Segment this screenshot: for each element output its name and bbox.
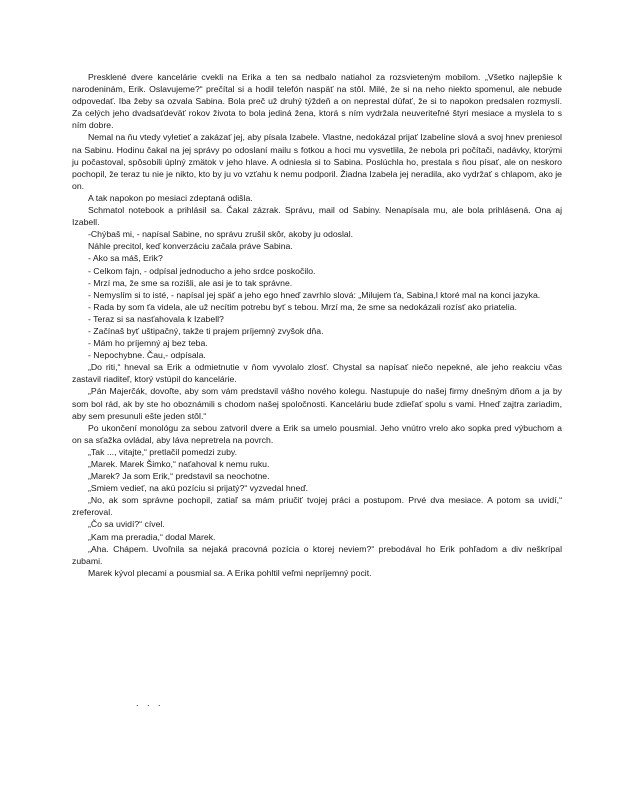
dialogue-line: -Chýbaš mi, - napísal Sabine, no správu zrušil skôr, akoby ju odoslal. — [88, 229, 354, 240]
dialogue-line: - Ako sa máš, Erik? — [88, 253, 163, 264]
dialogue-line: - Nemyslím si to isté, - napísal jej späť a jeho ego hneď zavrhlo slová: „Milujem ťa, Sabina,l ktoré mal na konci jazyka. — [88, 289, 541, 300]
paragraph: „Pán Majerčák, dovoľte, aby som vám predstavil vášho nového kolegu. Nastupuje do našej firmy dnešným dňom a ja by som bol rád, ak by ste ho oboznámili s chodom našej spoločnosti. Kanceláriu bude zdieľať spolu s vami. Hneď zajtra zariadim, aby sem presunuli ešte jeden stôl.“ — [72, 386, 562, 421]
dialogue-line: - Nepochybne. Čau,- odpísala. — [88, 350, 206, 361]
dialogue-line: - Mrzí ma, že sme sa rozišli, ale asi je to tak správne. — [88, 277, 293, 288]
paragraph: Marek kývol plecami a pousmial sa. A Erika pohltil veľmi nepríjemný pocit. — [88, 567, 372, 578]
paragraph: Schmatol notebook a prihlásil sa. Čakal zázrak. Správu, mail od Sabiny. Nenapísala mu, ale bola prihlásená. Ona aj Izabell. — [72, 205, 562, 228]
paragraph: Presklené dvere kancelárie cvekli na Erika a ten sa nedbalo natiahol za rozsvieteným mobilom. „Všetko najlepšie k narodeninám, Erik. Oslavujeme?“ prečítal si a hodil telefón naspäť na stôl. Milé, že si na neho niekto spomenul, ale nebude odpovedať. Iba žeby sa ozvala Sabina. Bola preč už druhý týždeň a on neprestal dúfať, že si to napokon predsalen rozmyslí. Za celých jeho dvadsaťdeväť rokov života to bola jediná žena, ktorá s ním vydržala neuveriteľné štyri mesiace a myslela to s ním dobre. — [72, 72, 562, 131]
dialogue-line: - Teraz si sa nasťahovala k Izabell? — [88, 313, 224, 324]
ending-marker: . . . — [136, 698, 164, 708]
dialogue-line: „Marek. Marek Šimko,“ naťahoval k nemu ruku. — [88, 459, 270, 469]
dialogue-line: „Tak ..., vitajte,“ pretlačil pomedzi zuby. — [88, 446, 238, 457]
document-body — [72, 71, 562, 579]
dialogue-line: „Kam ma preradia,“ dodal Marek. — [88, 531, 216, 542]
paragraph: A tak napokon po mesiaci zdeptaná odišla. — [88, 192, 253, 203]
dialogue-line: „Marek? Ja som Erik,“ predstavil sa neochotne. — [88, 471, 270, 482]
paragraph: Náhle precitol, keď konverzáciu začala práve Sabina. — [88, 241, 293, 252]
dialogue-line: - Celkom fajn, - odpísal jednoducho a jeho srdce poskočilo. — [88, 265, 316, 276]
paragraph: „Do riti,“ hneval sa Erik a odmietnutie v ňom vyvolalo zlosť. Chystal sa napísať niečo nepekné, ale jeho reakciu včas zastavil riaditeľ, ktorý vstúpil do kancelárie. — [72, 362, 562, 385]
dialogue-line: „Aha. Chápem. Uvoľnila sa nejaká pracovná pozícia o ktorej neviem?“ prebodával ho Erik pohľadom a div neškrípal zubami. — [72, 543, 562, 566]
dialogue-line: „No, ak som správne pochopil, zatiaľ sa mám priučiť tvojej práci a postupom. Prvé dva mesiace. A potom sa uvidí,“ zreferoval. — [72, 495, 562, 518]
dialogue-line: „Smiem vedieť, na akú pozíciu si prijatý?“ vyzvedal hneď. — [88, 483, 309, 494]
dialogue-line: - Začínaš byť uštipačný, takže ti prajem príjemný zvyšok dňa. — [88, 325, 324, 336]
dialogue-line: „Čo sa uvidí?“ cível. — [88, 519, 165, 530]
paragraph: Nemal na ňu vtedy vyletieť a zakázať jej, aby písala Izabele. Vlastne, nedokázal prijať Izabeline slová a svoj hnev preniesol na Sabinu. Hodinu čakal na jej správy po odoslaní mailu s fotkou a hoci mu vysvetlila, že nebola pri počítači, nadávky, ktorými ju počastoval, spôsobili úplný zmätok v jeho hlave. A odniesla si to Sabina. Poslúchla ho, prestala s ňou písať, ale on neskoro pochopil, že teraz tu nie je nikto, kto by ju vo vzťahu k nemu podporil. Žiadna Izabela jej neradila, ako vydržať s chlapom, ako je on. — [72, 132, 562, 191]
dialogue-line: - Mám ho príjemný aj bez teba. — [88, 338, 208, 349]
paragraph: Po ukončení monológu za sebou zatvoril dvere a Erik sa umelo pousmial. Jeho vnútro vrelo ako sopka pred výbuchom a on sa sťažka ovládal, aby láva nepretrela na povrch. — [72, 422, 562, 445]
dialogue-line: - Rada by som ťa videla, ale už necítim potrebu byť s tebou. Mrzí ma, že sme sa nedokázali rozísť ako priatelia. — [88, 301, 517, 312]
